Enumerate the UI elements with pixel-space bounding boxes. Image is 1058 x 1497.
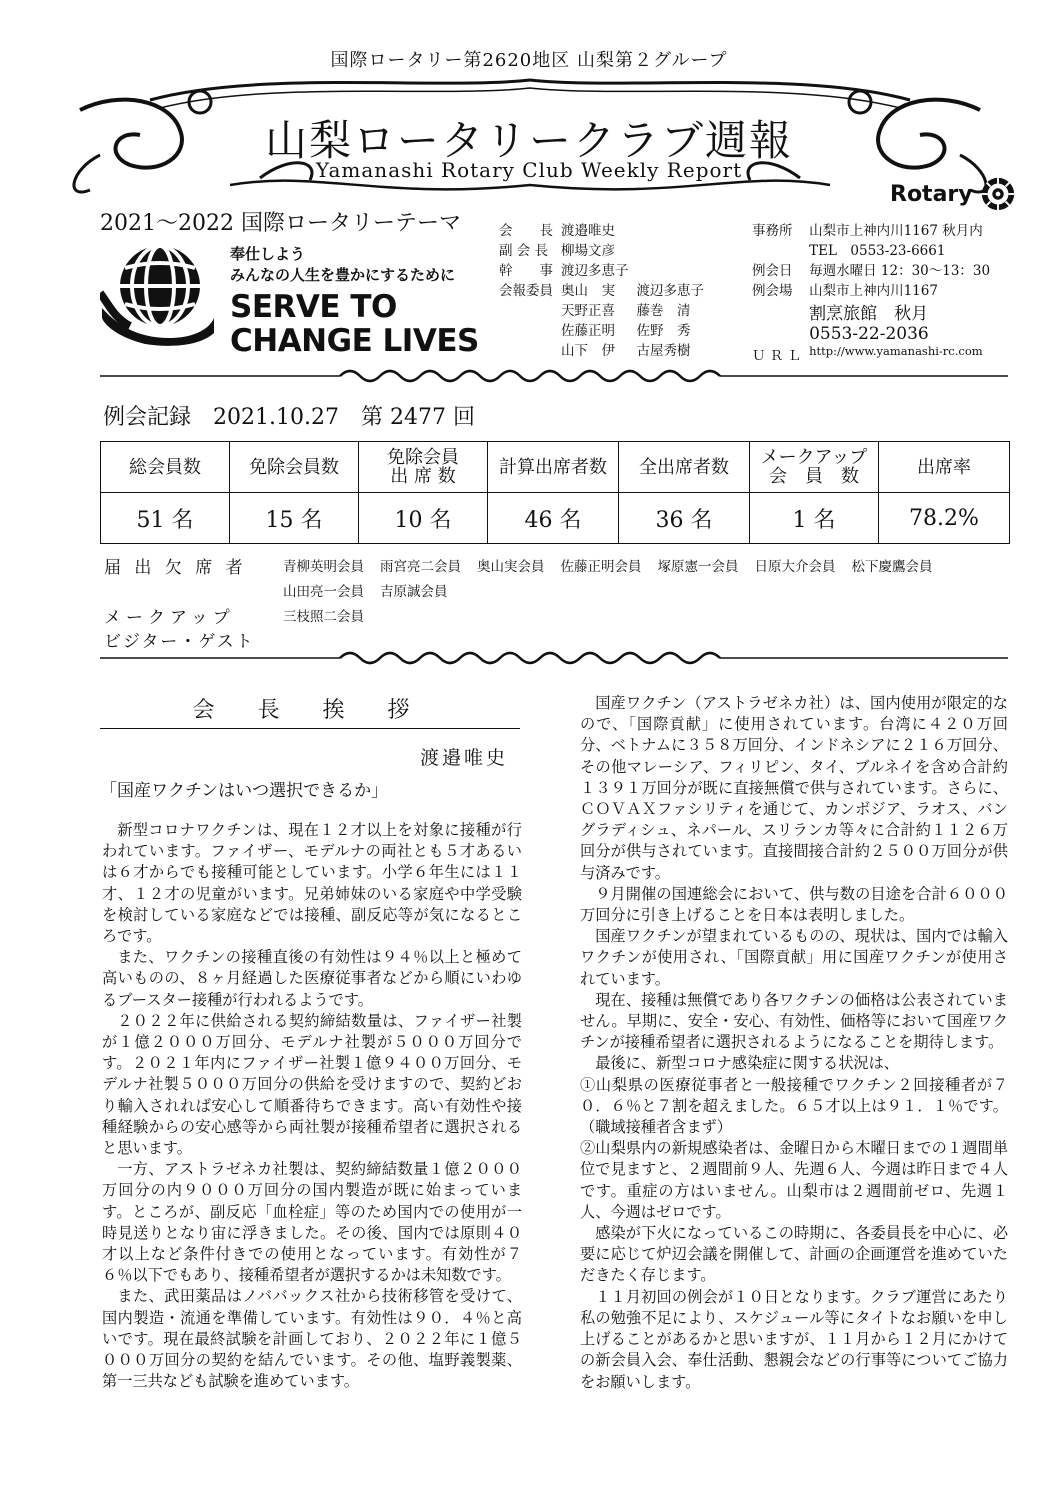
officer-name: 佐藤正明 (561, 323, 615, 339)
info-label: Ｕ Ｒ Ｌ (752, 348, 802, 364)
theme-jp-line2: みんなの人生を豊かにするために (230, 266, 456, 284)
stats-value: 51 名 (101, 493, 230, 544)
officer-role: 会 長 (499, 223, 553, 239)
theme-en-line1: SERVE TO (230, 289, 397, 325)
officers-table (495, 219, 708, 359)
stats-header: 計算出席者数 (488, 442, 619, 493)
officer-name: 渡辺多恵子 (561, 263, 629, 279)
info-value: 0553-22-2036 (809, 324, 929, 344)
officer-name: 佐野 秀 (636, 323, 691, 339)
stats-header: 出席率 (879, 442, 1010, 493)
stats-value: 1 名 (750, 493, 879, 544)
paragraph: 最後に、新型コロナ感染症に関する状況は、 (595, 1054, 899, 1073)
info-value: TEL 0553-23-6661 (809, 243, 946, 259)
info-value: 割烹旅館 秋月 (809, 304, 929, 324)
stats-value: 78.2% (879, 493, 1010, 544)
officer-name (633, 219, 709, 239)
paragraph: ②山梨県内の新規感染者は、金曜日から木曜日までの１週間単位で見ますと、２週間前９人、先週６人、今週は昨日まで４人です。重症の方はいません。山梨市は２週間前ゼロ、先週１人、今週はゼロです。 (580, 1139, 1008, 1221)
officer-name: 渡邉唯史 (561, 223, 615, 239)
absent-label: 届 出 欠 席 者 (104, 558, 247, 578)
info-label: 例会場 (752, 283, 793, 299)
officer-role (495, 319, 557, 339)
absent-name: 松下慶鷹会員 (851, 559, 933, 575)
absent-names-row2 (283, 580, 448, 600)
paragraph: 新型コロナワクチンは、現在１２才以上を対象に接種が行われています。ファイザー、モデルナの両社とも５才あるいは６才からでも接種可能としています。小学６年生には１１才、１２才の児童がいます。兄弟姉妹のいる家庭や中学受験を検討している家庭などでは接種、副反応等が気になるところです。 (102, 821, 522, 946)
absent-name: 日原大介会員 (754, 559, 836, 575)
paragraph: ９月開催の国連総会において、供与数の目途を合計６０００万回分に引き上げることを日本は表明しました。 (580, 884, 1008, 925)
district-line: 国際ロータリー第2620地区 山梨第２グループ (330, 50, 728, 71)
officer-name: 柳場文彦 (561, 243, 615, 259)
paragraph: 現在、接種は無償であり各ワクチンの価格は公表されていません。早期に、安全・安心、有効性、価格等において国産ワクチンが接種希望者に選択されるようになることを期待します。 (580, 990, 1008, 1052)
paragraph: また、ワクチンの接種直後の有効性は９４％以上と極めて高いものの、８ヶ月経過した医療従事者などから順にいわゆるブースター接種が行われるようです。 (102, 948, 522, 1009)
stats-header: 全出席者数 (619, 442, 750, 493)
attendance-stats-table (100, 441, 1010, 544)
officer-name (633, 259, 709, 279)
paragraph: 国産ワクチン（アストラゼネカ社）は、国内使用が限定的なので、「国際貢献」に使用されています。台湾に４２０万回分、ベトナムに３５８万回分、インドネシアに２１６万回分、その他マレーシア、フィリピン、タイ、ブルネイを含め合計約１３９１万回分が既に直接無償で供与されています。さらに、ＣＯＶＡＸファシリティを通じて、カンボジア、ラオス、バングラディシュ、ネパール、スリランカ等々に合計約１１２６万回分が供与されています。直接間接合計約２５００万回分が供与済みです。 (580, 694, 1008, 882)
absent-name: 吉原誠会員 (380, 584, 448, 600)
ornament-divider (0, 648, 1058, 668)
makeup-label: メークアップ (104, 608, 235, 628)
officer-name: 藤巻 清 (636, 303, 691, 319)
stats-value: 36 名 (619, 493, 750, 544)
info-label (748, 299, 805, 324)
info-url[interactable]: http://www.yamanashi-rc.com (809, 344, 983, 358)
officer-role: 副 会 長 (499, 243, 549, 259)
paragraph: 国産ワクチンが望まれているものの、現状は、国内では輸入ワクチンが使用され、「国際貢献」用に国産ワクチンが使用されています。 (580, 927, 1008, 988)
officer-name: 奥山 実 (561, 283, 615, 299)
newsletter-title: 山梨ロータリークラブ週報 (264, 116, 793, 165)
article-column-right (580, 693, 1008, 1393)
section-title: 会 長 挨 拶 (192, 698, 428, 723)
absent-name: 奥山実会員 (477, 559, 545, 575)
officer-role: 幹 事 (499, 263, 553, 279)
officer-name: 山下 伊 (561, 343, 615, 359)
club-info-table (748, 219, 994, 364)
stats-header: メークアップ 会 員 数 (750, 442, 879, 493)
officer-role: 会報委員 (499, 283, 553, 299)
officer-role (495, 339, 557, 359)
officer-name: 天野正喜 (561, 303, 615, 319)
info-label: 例会日 (752, 263, 793, 279)
paragraph: ①山梨県の医療従事者と一般接種でワクチン２回接種者が７０．６％と７割を超えました。６５才以上は９１．１％です。（職域接種者含まず） (580, 1075, 1008, 1137)
officer-name (633, 239, 709, 259)
info-label (748, 239, 805, 259)
theme-label: 2021～2022 国際ロータリーテーマ (100, 211, 461, 236)
theme-en (230, 290, 479, 358)
ornament-divider (0, 366, 1058, 386)
absent-name: 山田亮一会員 (283, 584, 364, 600)
visitor-label: ビジター・ゲスト (104, 632, 255, 652)
officer-name: 古屋秀樹 (636, 343, 691, 359)
info-label (748, 324, 805, 344)
article-author: 渡邉唯史 (420, 747, 509, 769)
theme-en-line2: CHANGE LIVES (230, 323, 479, 359)
stats-value: 15 名 (230, 493, 359, 544)
officer-role (495, 299, 557, 319)
info-value: 毎週水曜日 12：30～13：30 (809, 263, 991, 279)
globe-hands-icon (100, 238, 216, 348)
article-column-left (102, 820, 522, 1392)
info-value: 山梨市上神内川1167 (809, 283, 938, 299)
article-subtitle: 「国産ワクチンはいつ選択できるか」 (100, 781, 389, 801)
rotary-wheel-icon (979, 175, 1017, 213)
meeting-record-title: 例会記録 2021.10.27 第 2477 回 (103, 405, 475, 430)
stats-value: 10 名 (359, 493, 488, 544)
theme-jp (230, 244, 455, 286)
rotary-logo (890, 175, 1017, 213)
absent-name: 青柳英明会員 (283, 559, 364, 575)
paragraph: また、武田薬品はノババックス社から技術移管を受けて、国内製造・流通を準備しています。有効性は９０．４％と高いです。現在最終試験を計画しており、２０２２年に１億５０００万回分の契約を結んでいます。その他、塩野義製薬、第一三共なども試験を進めています。 (102, 1287, 522, 1391)
officer-name: 渡辺多恵子 (636, 283, 704, 299)
stats-header: 免除会員数 (230, 442, 359, 493)
info-label: 事務所 (752, 223, 793, 239)
paragraph: 感染が下火になっているこの時期に、各委員長を中心に、必要に応じて炉辺会議を開催して、計画の企画運営を進めていただきたく存じます。 (580, 1224, 1009, 1285)
rotary-wordmark: Rotary (890, 181, 973, 207)
stats-header: 総会員数 (101, 442, 230, 493)
paragraph: 一方、アストラゼネカ社製は、契約締結数量１億２０００万回分の内９０００万回分の国内製造が既に始まっています。ところが、副反応「血栓症」等のため国内での使用が一時見送りとなり宙に浮きました。その後、国内では原則４０才以上など条件付きでの使用となっています。有効性が７６％以下でもあり、接種希望者が選択するかは未知数です。 (102, 1160, 523, 1285)
stats-header: 免除会員 出 席 数 (359, 442, 488, 493)
paragraph: １１月初回の例会が１０日となります。クラブ運営にあたり私の勉強不足により、スケジュール等にタイトなお願いを申し上げることがあるかと思いますが、１１月から１２月にかけての新会員入会、奉仕活動、懇親会などの行事等についてご協力をお願いします。 (580, 1287, 1008, 1391)
stats-value: 46 名 (488, 493, 619, 544)
paragraph: ２０２２年に供給される契約締結数量は、ファイザー社製が１億２０００万回分、モデルナ社製が５０００万回分です。２０２１年内にファイザー社製１億９４００万回分、モデルナ社製５０００万回分の供給を受けますので、契約どおり輸入されれば安心して順番待ちできます。高い有効性や接種経験からの安心感等から両社製が接種希望者に選択されると思います。 (102, 1011, 522, 1158)
theme-jp-line1: 奉仕しよう (230, 245, 306, 263)
absent-name: 雨宮亮二会員 (380, 559, 461, 575)
makeup-names: 三枝照二会員 (283, 609, 364, 625)
absent-names-row1 (283, 555, 1013, 575)
info-value: 山梨市上神内川1167 秋月内 (809, 223, 983, 239)
absent-name: 塚原憲一会員 (657, 559, 739, 575)
absent-name: 佐藤正明会員 (560, 559, 642, 575)
newsletter-subtitle: Yamanashi Rotary Club Weekly Report (315, 158, 743, 182)
